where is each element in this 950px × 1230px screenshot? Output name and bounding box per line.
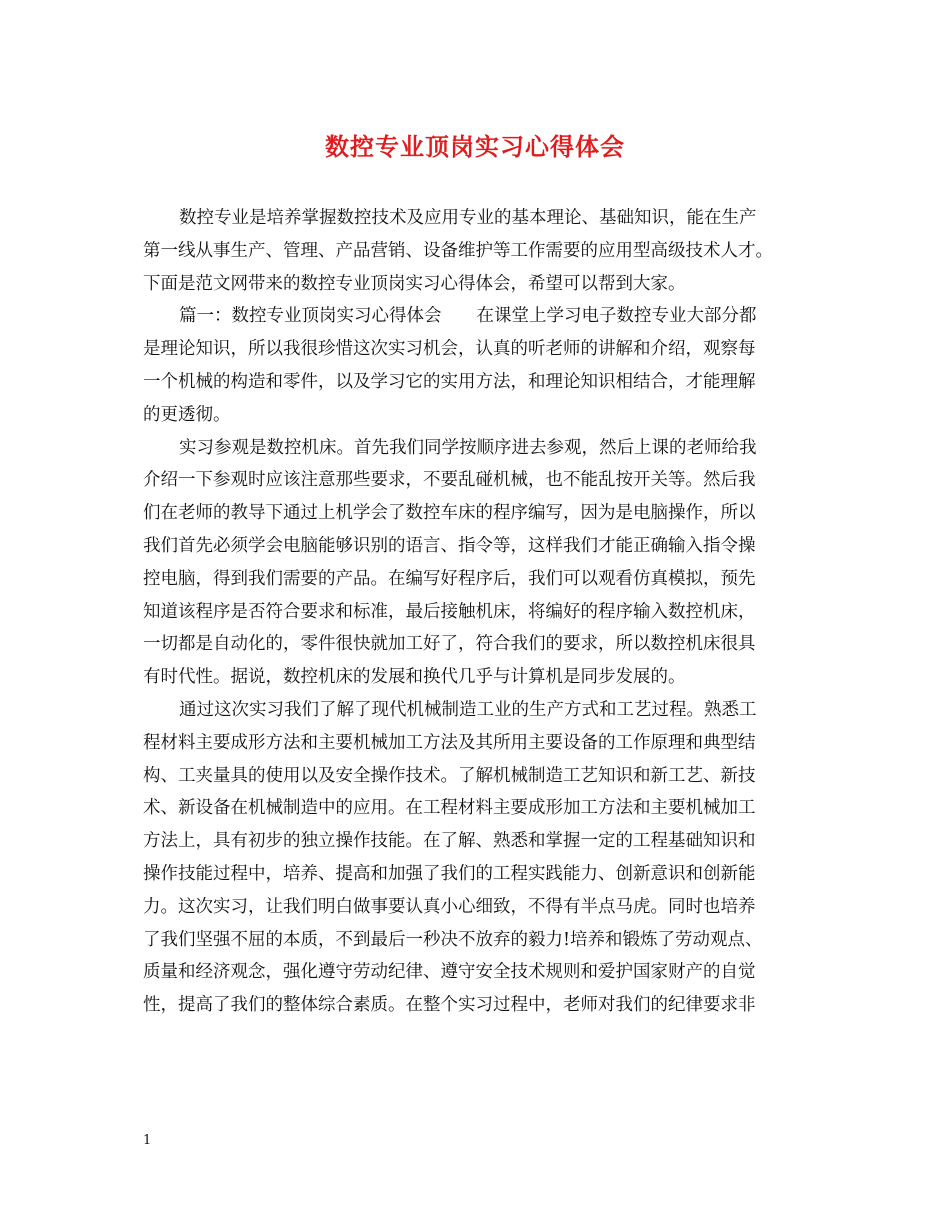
body-line: 的更透彻。 <box>143 404 231 425</box>
body-line: 一切都是自动化的，零件很快就加工好了，符合我们的要求，所以数控机床很具 <box>143 634 756 655</box>
body-line: 实习参观是数控机床。首先我们同学按顺序进去参观，然后上课的老师给我 <box>179 437 757 458</box>
body-line: 方法上，具有初步的独立操作技能。在了解、熟悉和掌握一定的工程基础知识和 <box>143 831 756 852</box>
body-line: 知道该程序是否符合要求和标准，最后接触机床，将编好的程序输入数控机床， <box>143 601 756 622</box>
body-line: 一个机械的构造和零件，以及学习它的实用方法，和理论知识相结合，才能理解 <box>143 371 756 392</box>
body-line: 有时代性。据说，数控机床的发展和换代几乎与计算机是同步发展的。 <box>143 667 686 688</box>
body-line: 数控专业是培养掌握数控技术及应用专业的基本理论、基础知识，能在生产 <box>179 208 757 228</box>
body-line: 篇一：数控专业顶岗实习心得体会 在课堂上学习电子数控专业大部分都 <box>179 306 757 327</box>
body-line: 程材料主要成形方法和主要机械加工方法及其所用主要设备的工作原理和典型结 <box>143 732 756 753</box>
document-body <box>143 202 823 1022</box>
body-line: 操作技能过程中，培养、提高和加强了我们的工程实践能力、创新意识和创新能 <box>143 863 756 884</box>
body-line: 构、工夹量具的使用以及安全操作技术。了解机械制造工艺知识和新工艺、新技 <box>143 765 756 786</box>
body-line: 下面是范文网带来的数控专业顶岗实习心得体会，希望可以帮到大家。 <box>143 273 686 294</box>
body-line: 介绍一下参观时应该注意那些要求，不要乱碰机械，也不能乱按开关等。然后我 <box>143 470 756 491</box>
body-line: 了我们坚强不屈的本质，不到最后一秒决不放弃的毅力!培养和锻炼了劳动观点、 <box>143 929 763 950</box>
page-number: 1 <box>143 1133 152 1148</box>
body-line: 术、新设备在机械制造中的应用。在工程材料主要成形加工方法和主要机械加工 <box>143 798 756 819</box>
body-line: 控电脑，得到我们需要的产品。在编写好程序后，我们可以观看仿真模拟，预先 <box>143 568 756 589</box>
body-line: 第一线从事生产、管理、产品营销、设备维护等工作需要的应用型高级技术人才。 <box>143 240 773 261</box>
body-line: 通过这次实习我们了解了现代机械制造工业的生产方式和工艺过程。熟悉工 <box>179 699 757 720</box>
body-line: 是理论知识，所以我很珍惜这次实习机会，认真的听老师的讲解和介绍，观察每 <box>143 339 756 360</box>
document-title: 数控专业顶岗实习心得体会 <box>325 132 625 161</box>
body-line: 们在老师的教导下通过上机学会了数控车床的程序编写，因为是电脑操作，所以 <box>143 503 756 524</box>
body-line: 力。这次实习，让我们明白做事要认真小心细致，不得有半点马虎。同时也培养 <box>143 896 756 917</box>
body-line: 性，提高了我们的整体综合素质。在整个实习过程中，老师对我们的纪律要求非 <box>143 995 756 1016</box>
body-line: 我们首先必须学会电脑能够识别的语言、指令等，这样我们才能正确输入指令操 <box>143 535 756 556</box>
body-line: 质量和经济观念，强化遵守劳动纪律、遵守安全技术规则和爱护国家财产的自觉 <box>143 962 756 983</box>
